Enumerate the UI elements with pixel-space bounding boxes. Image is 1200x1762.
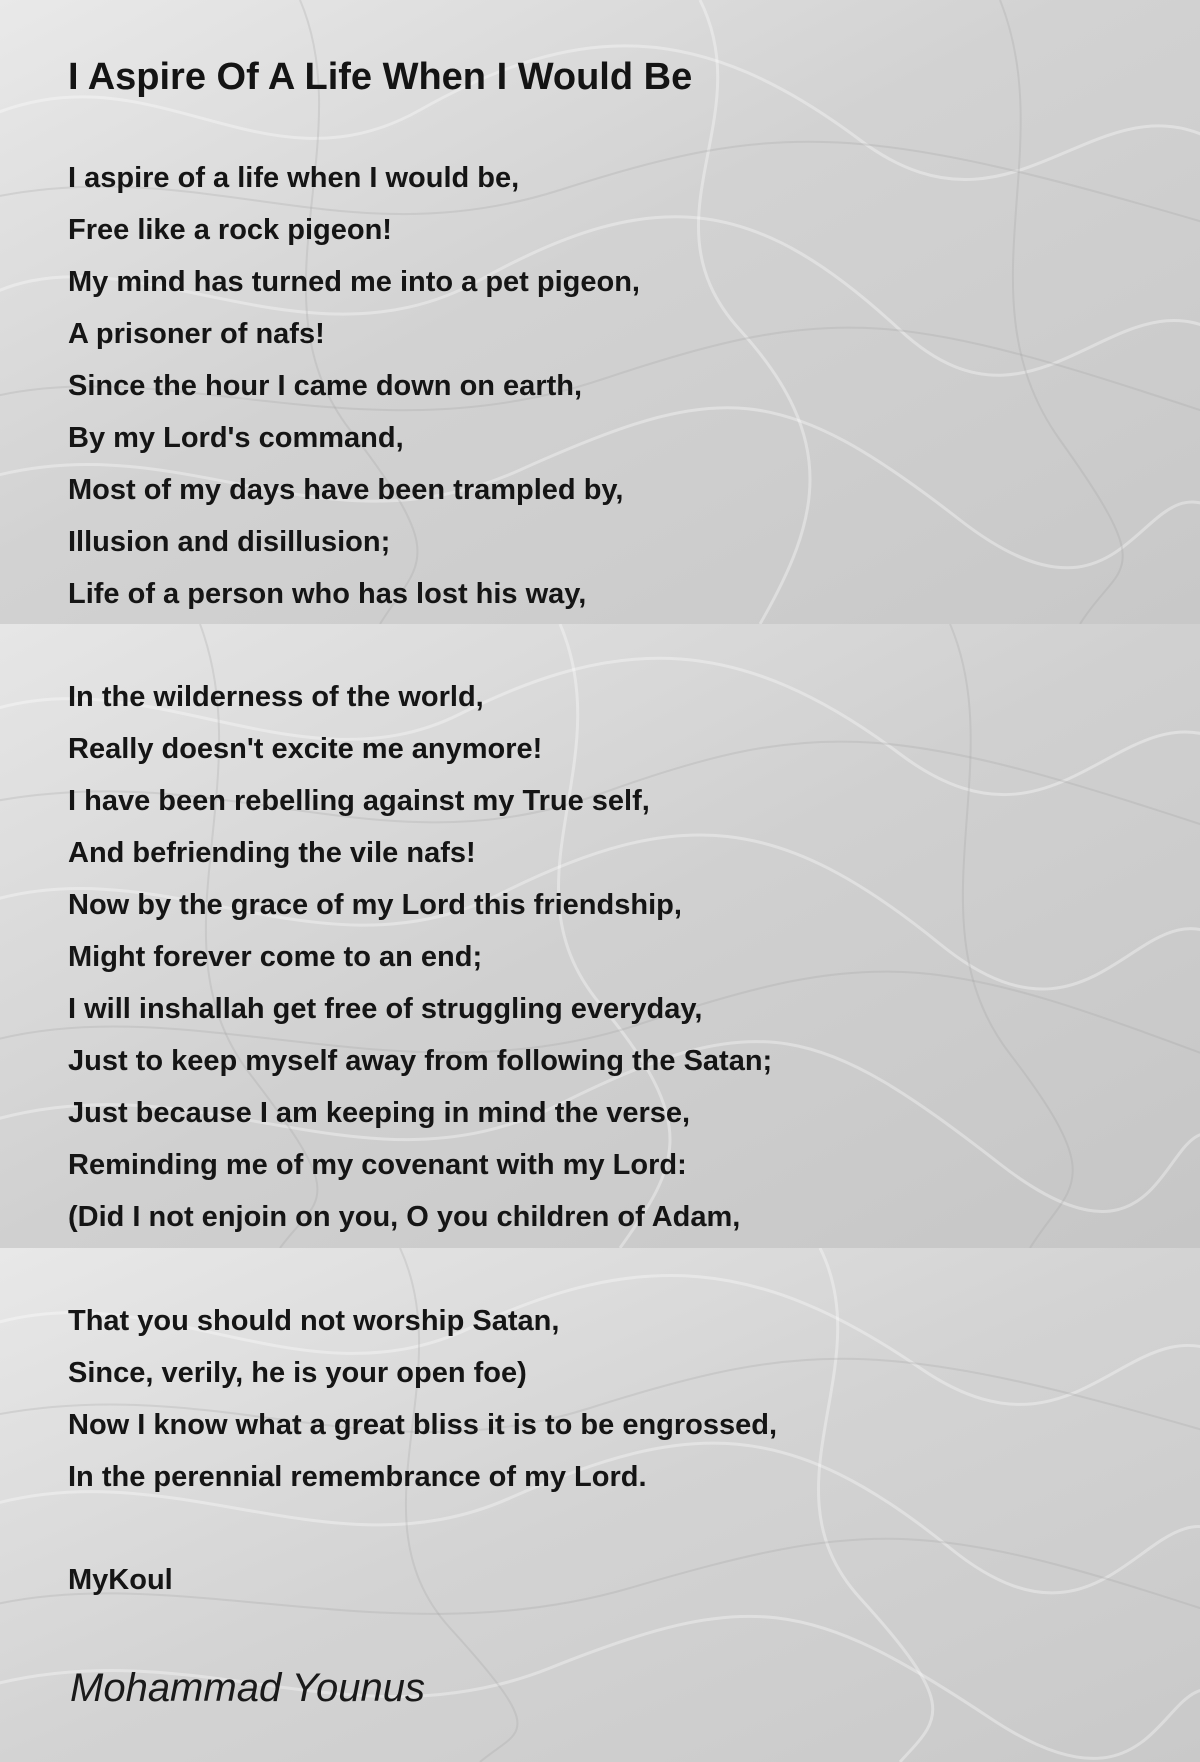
poem-line: In the perennial remembrance of my Lord. bbox=[68, 1461, 647, 1493]
poem-line: (Did I not enjoin on you, O you children of Adam, bbox=[68, 1201, 741, 1233]
poem-title: I Aspire Of A Life When I Would Be bbox=[68, 56, 693, 98]
poem-line: I have been rebelling against my True self, bbox=[68, 785, 650, 817]
poem-line: A prisoner of nafs! bbox=[68, 318, 325, 350]
poem-line: Just because I am keeping in mind the verse, bbox=[68, 1097, 691, 1129]
poem-line: Now by the grace of my Lord this friendship, bbox=[68, 889, 682, 921]
poem-line: Most of my days have been trampled by, bbox=[68, 474, 624, 506]
poem-line: Now I know what a great bliss it is to be engrossed, bbox=[68, 1409, 778, 1441]
poem-line: In the wilderness of the world, bbox=[68, 681, 484, 713]
poem-line: Reminding me of my covenant with my Lord: bbox=[68, 1149, 687, 1181]
poem-author: Mohammad Younus bbox=[70, 1666, 426, 1710]
poem-line: Really doesn't excite me anymore! bbox=[68, 733, 543, 765]
poem-line: Might forever come to an end; bbox=[68, 941, 483, 973]
poem-line: Illusion and disillusion; bbox=[68, 526, 391, 558]
stanza-3 bbox=[68, 1295, 777, 1503]
poem-line: I aspire of a life when I would be, bbox=[68, 162, 520, 194]
poem-line: My mind has turned me into a pet pigeon, bbox=[68, 266, 640, 298]
stanza-1 bbox=[68, 152, 640, 620]
poem-line: I will inshallah get free of struggling everyday, bbox=[68, 993, 703, 1025]
poem-line: Free like a rock pigeon! bbox=[68, 214, 392, 246]
poem-signoff: MyKoul bbox=[68, 1564, 173, 1596]
poem-content bbox=[68, 0, 1168, 1762]
stanza-2 bbox=[68, 671, 772, 1243]
poem-line: Just to keep myself away from following the Satan; bbox=[68, 1045, 773, 1077]
poem-line: And befriending the vile nafs! bbox=[68, 837, 476, 869]
poem-line: Since, verily, he is your open foe) bbox=[68, 1357, 527, 1389]
poem-line: That you should not worship Satan, bbox=[68, 1305, 560, 1337]
poem-line: Since the hour I came down on earth, bbox=[68, 370, 583, 402]
poem-line: Life of a person who has lost his way, bbox=[68, 578, 587, 610]
poem-line: By my Lord's command, bbox=[68, 422, 404, 454]
